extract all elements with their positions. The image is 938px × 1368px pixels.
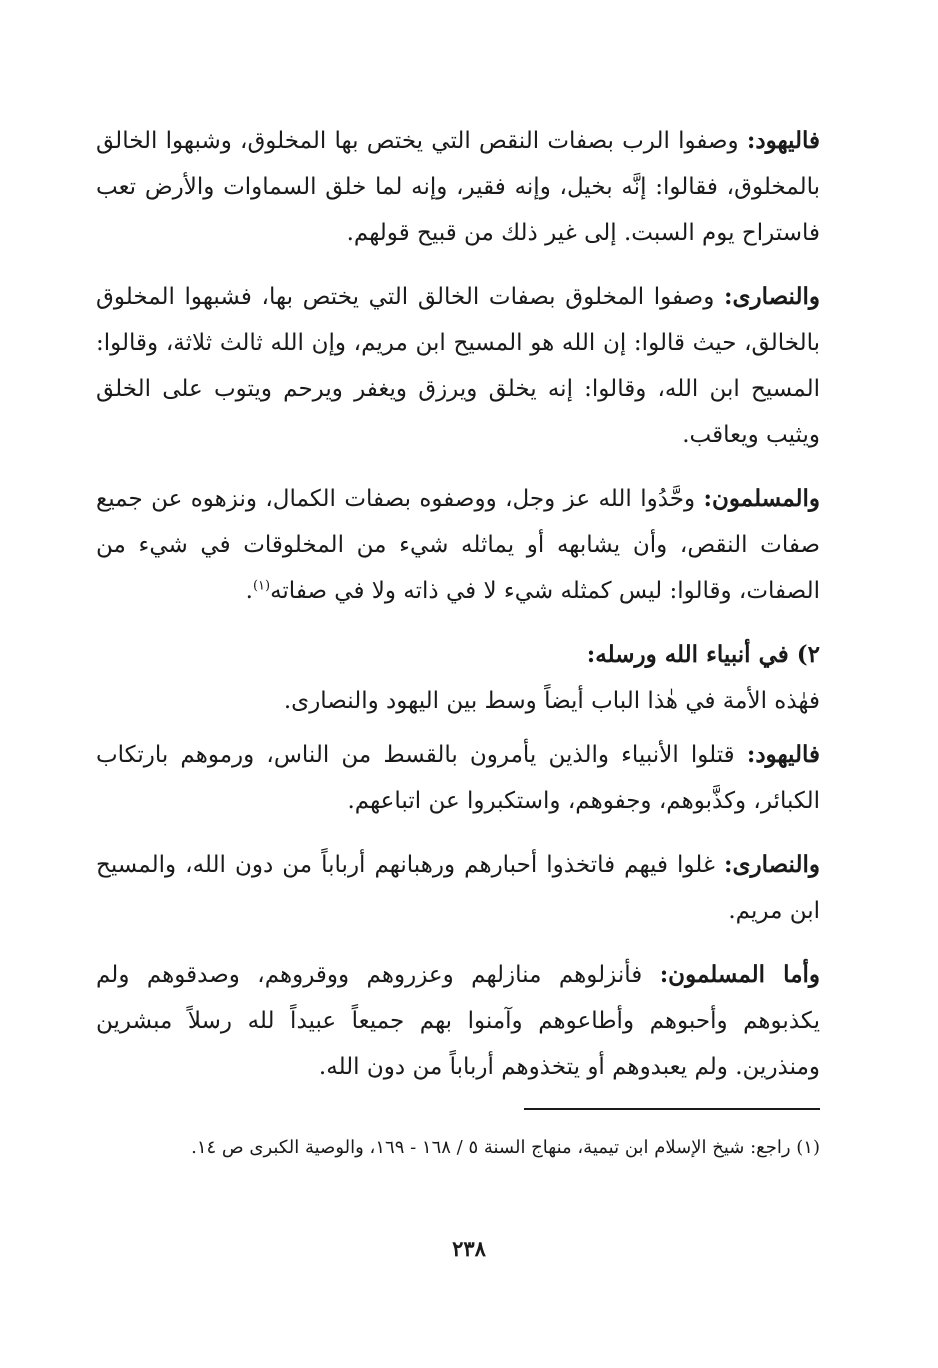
lead-term: وأما المسلمون: — [659, 961, 821, 988]
paragraph-text: وصفوا المخلوق بصفات الخالق التي يختص بها، فشبهوا المخلوق بالخالق، حيث قالوا: إن الله هو المسيح ابن مريم، وإن الله ثالث ثلاثة، وقالوا: المسيح ابن الله، وقالوا: إنه يخلق ويرزق ويغفر ويرحم ويتوب على الخلق ويثيب ويعاقب. — [96, 284, 820, 448]
lead-term: والنصارى: — [724, 851, 820, 878]
section-intro: فهٰذه الأمة في هٰذا الباب أيضاً وسط بين اليهود والنصارى. — [283, 688, 820, 714]
footnote: (١) راجع: شيخ الإسلام ابن تيمية، منهاج السنة ٥ / ١٦٨ - ١٦٩، والوصية الكبرى ص ١٤. — [191, 1137, 820, 1158]
lead-term: فاليهود: — [746, 741, 820, 768]
paragraph-text: قتلوا الأنبياء والذين يأمرون بالقسط من الناس، ورموهم بارتكاب الكبائر، وكذَّبوهم، وجفوهم، واستكبروا عن اتباعهم. — [96, 742, 820, 814]
paragraph-christians-attributes — [96, 274, 820, 458]
paragraph-christians-prophets — [96, 842, 820, 934]
paragraph-text: غلوا فيهم فاتخذوا أحبارهم ورهبانهم أرباباً من دون الله، والمسيح ابن مريم. — [96, 852, 820, 924]
footnote-reference: (١) — [252, 578, 271, 594]
paragraph-jews-attributes — [96, 118, 820, 256]
lead-term: والنصارى: — [724, 283, 820, 310]
section-heading-prophets: ٢) في أنبياء الله ورسله: — [586, 641, 820, 668]
page-number: ٢٣٨ — [452, 1236, 486, 1261]
lead-term: فاليهود: — [746, 127, 821, 154]
paragraph-text: وحَّدُوا الله عز وجل، ووصفوه بصفات الكمال، ونزهوه عن جميع صفات النقص، وأن يشابهه أو يماثله شيء من المخلوقات في شيء من الصفات، وقالوا: ليس كمثله شيء لا في ذاته ولا في صفاته — [96, 486, 820, 604]
paragraph-jews-prophets — [96, 732, 820, 824]
paragraph-muslims-prophets — [96, 952, 820, 1090]
paragraph-text: فأنزلوهم منازلهم وعزروهم ووقروهم، وصدقوهم ولم يكذبوهم وأحبوهم وأطاعوهم وآمنوا بهم جميعاً عبيداً لله رسلاً مبشرين ومنذرين. ولم يعبدوهم أو يتخذوهم أرباباً من دون الله. — [96, 962, 820, 1080]
paragraph-muslims-attributes — [96, 476, 820, 614]
sentence-end: . — [245, 578, 253, 604]
lead-term: والمسلمون: — [703, 485, 821, 512]
footnote-divider — [524, 1108, 820, 1110]
paragraph-text: وصفوا الرب بصفات النقص التي يختص بها المخلوق، وشبهوا الخالق بالمخلوق، فقالوا: إنَّه بخيل، وإنه فقير، وإنه لما خلق السماوات والأرض تعب فاستراح يوم السبت. إلى غير ذلك من قبيح قولهم. — [96, 128, 820, 246]
